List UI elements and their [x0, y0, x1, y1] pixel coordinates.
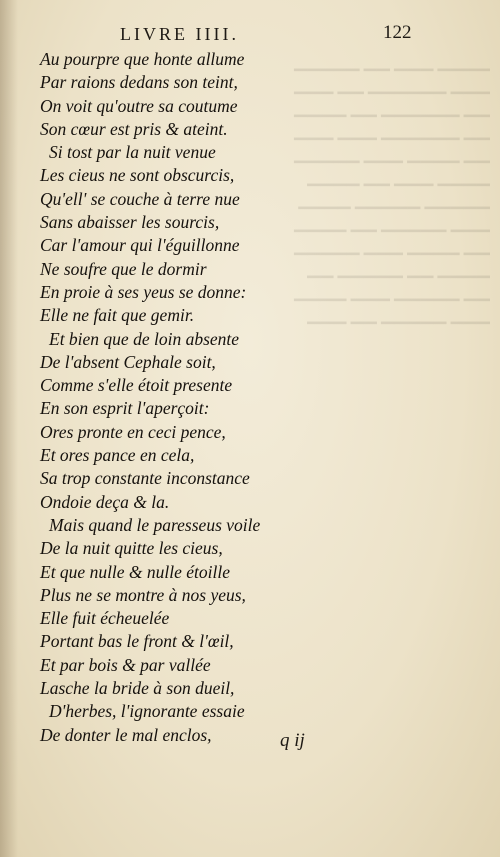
verse-line: Et que nulle & nulle étoille	[40, 561, 231, 582]
verse-line: Ores pronte en ceci pence,	[40, 421, 226, 442]
verse-line: Ne soufre que le dormir	[40, 258, 207, 279]
verse-line: Ondoie deça & la.	[40, 491, 170, 512]
running-title: LIVRE IIII.	[120, 24, 239, 44]
verse-line: Mais quand le paresseus voile	[49, 514, 261, 535]
verse-line: Les cieus ne sont obscurcis,	[40, 165, 235, 186]
verse-line: On voit qu'outre sa coutume	[40, 95, 238, 116]
verse-line: Si tost par la nuit venue	[49, 142, 216, 163]
verse-line: Elle ne fait que gemir.	[40, 305, 195, 326]
verse-line: D'herbes, l'ignorante essaie	[49, 701, 245, 722]
gutter-shadow	[0, 0, 18, 857]
verse-line: Son cœur est pris & ateint.	[40, 118, 228, 139]
verse-line: Et par bois & par vallée	[40, 654, 211, 675]
signature-mark: q ij	[280, 730, 305, 751]
verse-line: Car l'amour qui l'éguillonne	[40, 235, 240, 256]
verse-line: Sa trop constante inconstance	[40, 468, 250, 489]
verse-line: Plus ne se montre à nos yeus,	[40, 584, 246, 605]
verse-line: De donter le mal enclos,	[40, 724, 212, 745]
verse-line: Lasche la bride à son dueil,	[40, 678, 235, 699]
verse-line: En son esprit l'aperçoit:	[40, 398, 210, 419]
verse-line: Elle fuit écheuelée	[40, 608, 170, 629]
verse-line: Et ores pance en cela,	[40, 445, 195, 466]
poem-text	[40, 48, 290, 747]
verse-line: Portant bas le front & l'œil,	[40, 631, 234, 652]
page-number: 122	[383, 22, 412, 43]
verse-line: Comme s'elle étoit presente	[40, 375, 233, 396]
verse-line: Au pourpre que honte allume	[40, 49, 245, 69]
verse-line: Et bien que de loin absente	[49, 328, 240, 349]
verse-line: De la nuit quitte les cieus,	[40, 538, 223, 559]
verse-line: En proie à ses yeus se donne:	[40, 281, 247, 302]
verse-line: Sans abaisser les sourcis,	[40, 212, 220, 233]
verse-line: Par raions dedans son teint,	[40, 72, 238, 93]
verse-line: De l'absent Cephale soit,	[40, 351, 216, 372]
verso-bleed-through: ▁▁▁▁ ▁▁▁ ▁▁ ▁▁▁▁▁ ▁▁▁ ▁▁▁▁▁▁ ▁▁ ▁▁▁ ▁▁ ▁▁▁▁▁▁ ▁▁ ▁▁▁▁ ▁▁ ▁▁▁▁▁▁ ▁▁▁ ▁▁▁ ▁▁ ▁▁▁▁ ▁▁▁ ▁▁▁▁▁ ▁▁▁▁ ▁▁▁ ▁▁ ▁▁▁▁ ▁▁▁▁▁ ▁▁▁▁▁ ▁▁▁▁ ▁▁▁ ▁▁▁▁▁ ▁▁ ▁▁▁▁ ▁▁ ▁▁▁▁ ▁▁▁ ▁▁▁▁▁ ▁▁▁▁ ▁▁ ▁▁▁▁▁ ▁▁ ▁▁ ▁▁▁▁▁ ▁▁▁ ▁▁▁▁ ▁▁▁ ▁▁▁▁▁ ▁▁ ▁▁▁	[294, 52, 490, 324]
verse-line: Qu'ell' se couche à terre nue	[40, 188, 240, 209]
